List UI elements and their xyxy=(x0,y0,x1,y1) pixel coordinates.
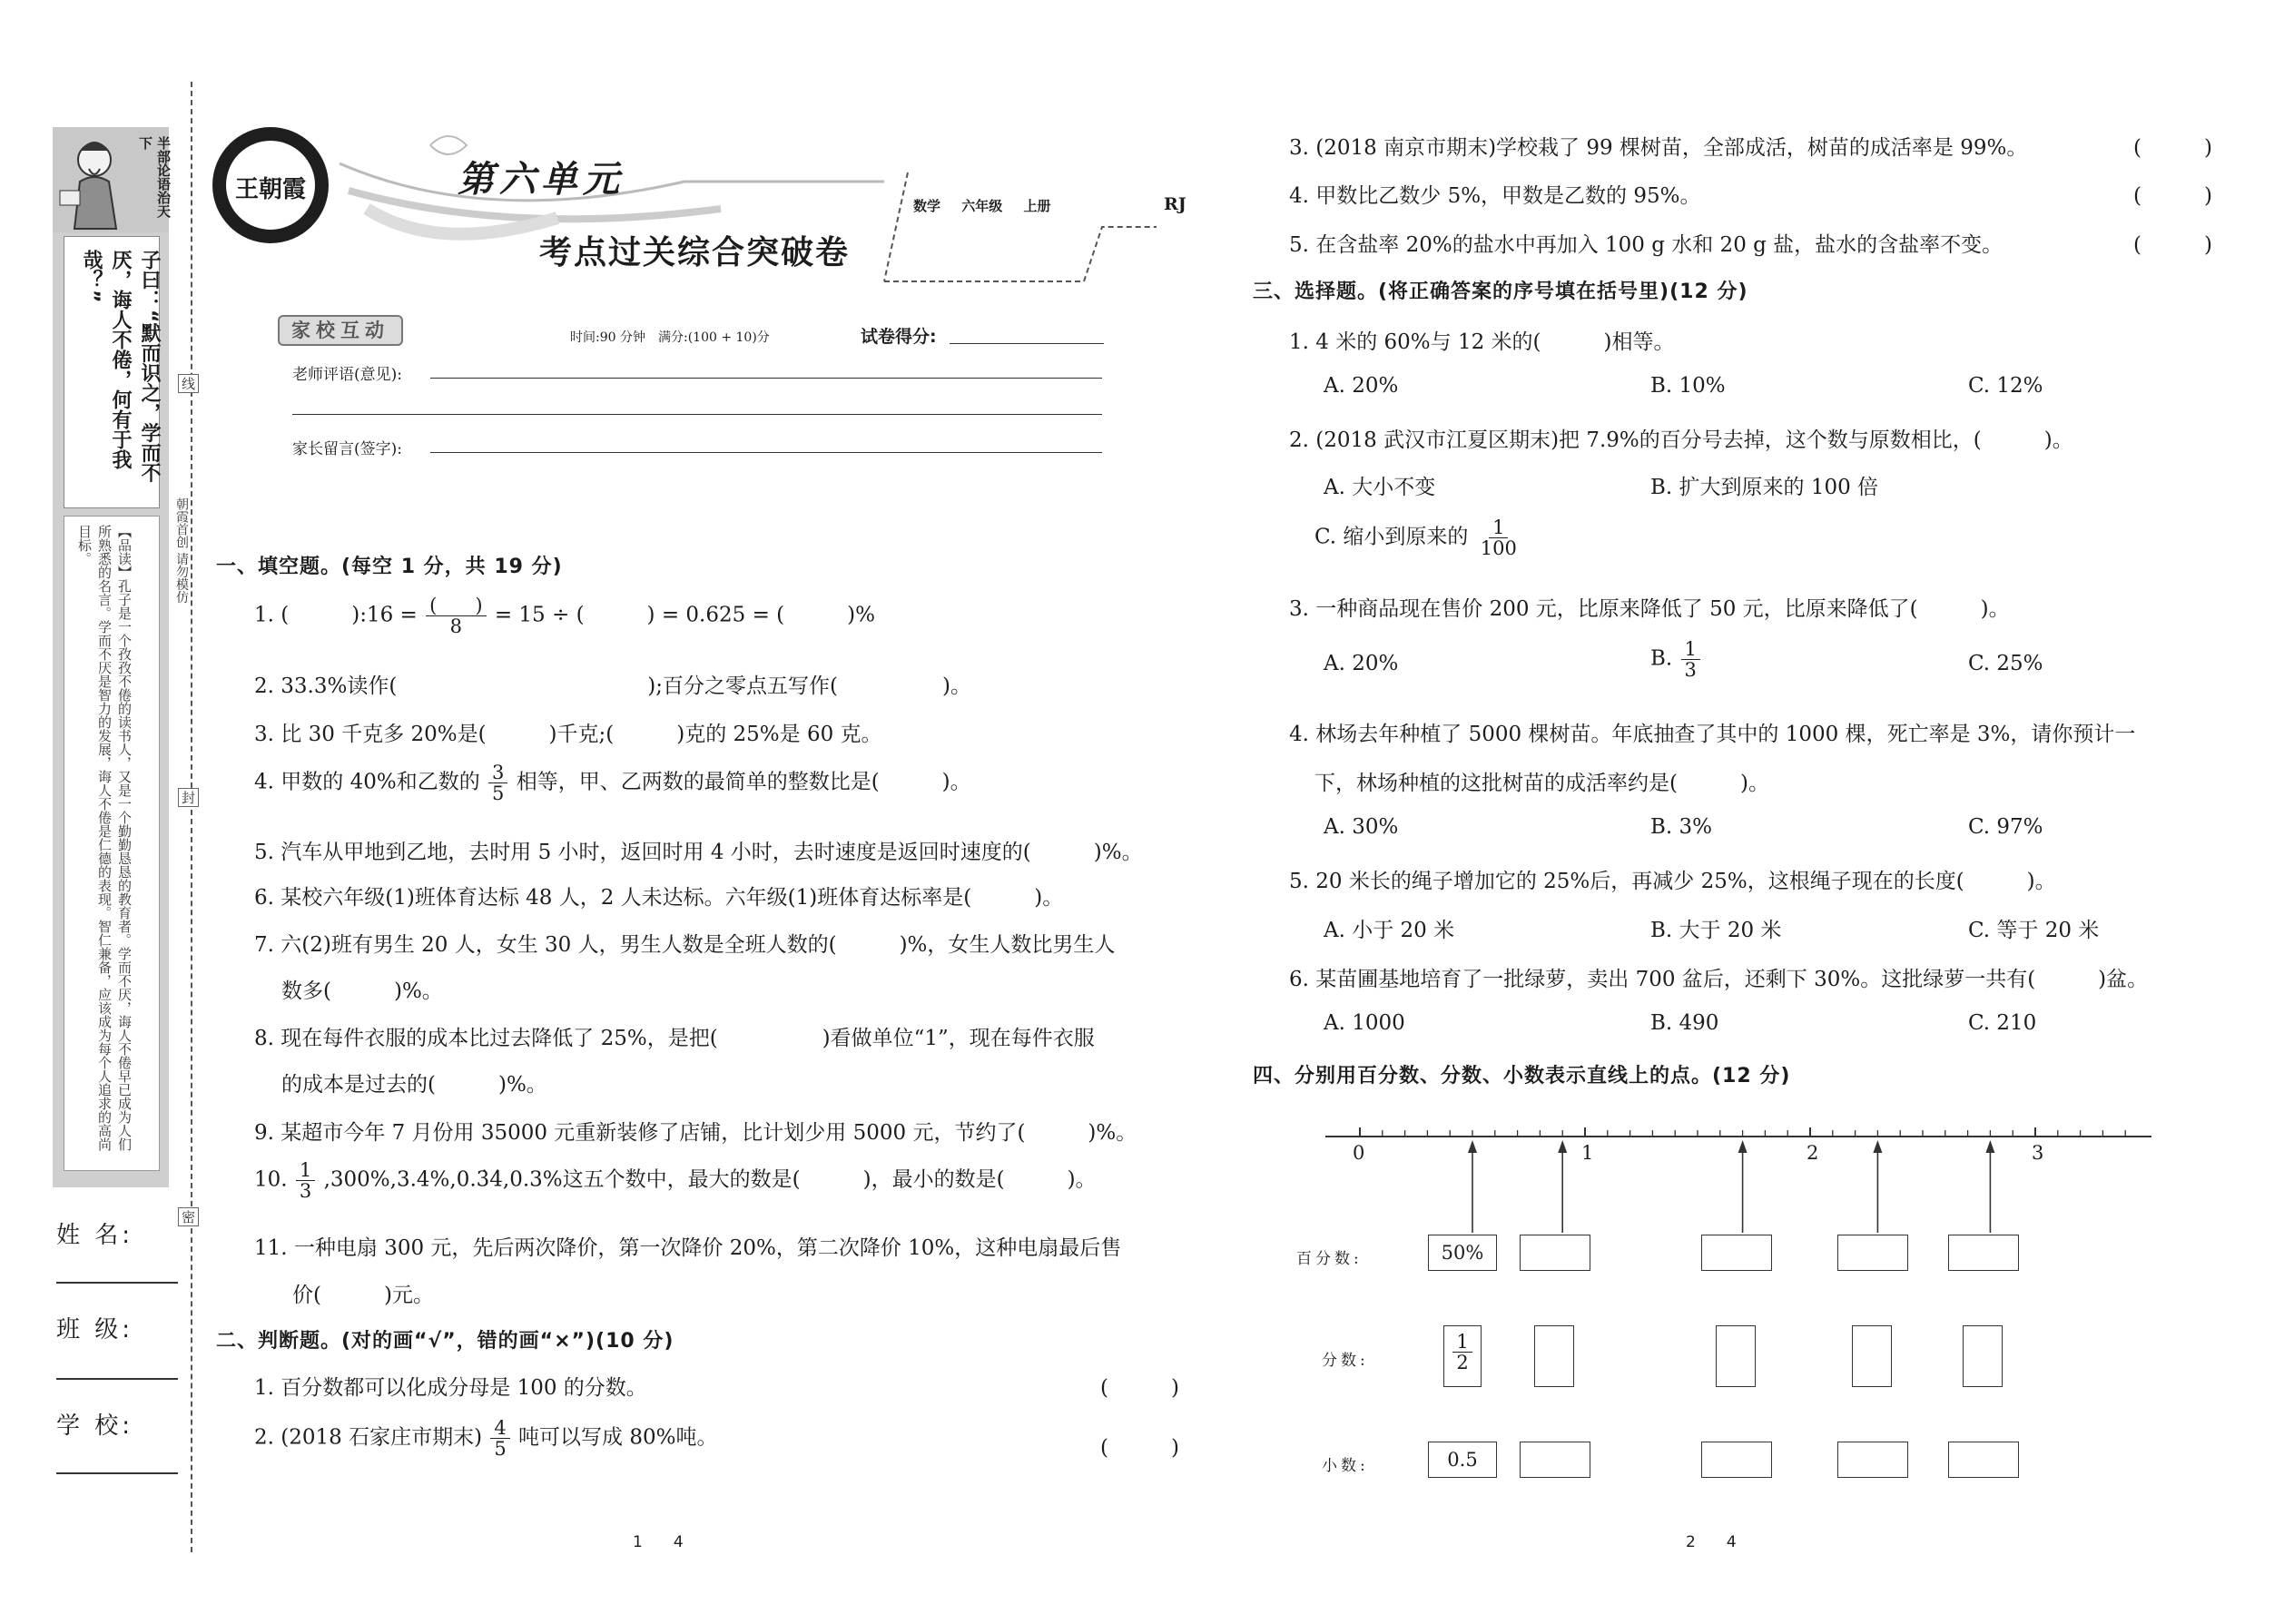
choice-q2-c-den: 100 xyxy=(1480,537,1517,560)
tick-label-2: 2 xyxy=(1807,1142,1819,1164)
copyright-note: 朝霞首创 请勿模仿 xyxy=(174,497,189,604)
fill-q4-den: 5 xyxy=(492,782,505,805)
fill-q4-text-a: 4. 甲数的 40%和乙数的 xyxy=(254,770,480,794)
choice-q3-c: C. 25% xyxy=(1968,652,2043,675)
choice-q4-line1: 4. 林场去年种植了 5000 棵树苗。年底抽查了其中的 1000 棵，死亡率是 3%，请你预计一 xyxy=(1289,723,2136,746)
grade-info: 数学 六年级 上册 xyxy=(913,198,1051,214)
choice-q1: 1. 4 米的 60%与 12 米的( )相等。 xyxy=(1289,330,1675,354)
fill-q4-fraction xyxy=(488,763,507,803)
choice-q4-c: C. 97% xyxy=(1968,815,2043,839)
choice-q6-b: B. 490 xyxy=(1650,1011,1719,1035)
binding-mark-secret: 密 xyxy=(178,1207,199,1226)
choice-q5-b: B. 大于 20 米 xyxy=(1650,919,1782,942)
fill-q10-text: ,300%,3.4%,0.3̇4̇,0.3%这五个数中，最大的数是( )，最小的数是( )。 xyxy=(323,1167,1097,1192)
fill-q4-text-b: 相等，甲、乙两数的最简单的整数比是( )。 xyxy=(516,770,971,794)
choice-q3: 3. 一种商品现在售价 200 元，比原来降低了 50 元，比原来降低了( )。 xyxy=(1289,597,2010,621)
fraction-example xyxy=(1452,1332,1472,1373)
judge-q2-den: 5 xyxy=(494,1438,507,1461)
school-label: 学 校: xyxy=(56,1412,134,1440)
row-label-decimal: 小数: xyxy=(1322,1457,1369,1475)
fill-q1-text-a: 1. ( ):16 = xyxy=(254,603,418,627)
judge-q2-text-b: 吨可以写成 80%吨。 xyxy=(518,1425,718,1450)
section2-title: 二、判断题。(对的画“√”，错的画“×”)(10 分) xyxy=(216,1330,674,1353)
fraction-example-box xyxy=(1443,1325,1482,1387)
section3-title: 三、选择题。(将正确答案的序号填在括号里)(12 分) xyxy=(1253,281,1748,303)
choice-q2-c-num: 1 xyxy=(1489,517,1508,538)
school-field[interactable] xyxy=(56,1472,178,1474)
choice-q5-a: A. 小于 20 米 xyxy=(1324,919,1455,942)
choice-q4-b: B. 3% xyxy=(1650,815,1713,839)
brand-logo-text: 王朝霞 xyxy=(234,176,306,203)
fraction-answer-box-4[interactable] xyxy=(1963,1325,2003,1387)
judge-q3-bracket[interactable]: ( ) xyxy=(2133,136,2212,160)
judge-q5-bracket[interactable]: ( ) xyxy=(2133,233,2212,257)
time-info: 时间:90 分钟 满分:(100 + 10)分 xyxy=(570,330,770,345)
tick-label-3: 3 xyxy=(2032,1142,2044,1164)
choice-q3-b xyxy=(1650,639,1702,680)
choice-q6: 6. 某苗圃基地培育了一批绿萝，卖出 700 盆后，还剩下 30%。这批绿萝一共有( )盆。 xyxy=(1289,968,2149,991)
name-label: 姓 名: xyxy=(56,1222,134,1249)
tick-label-0: 0 xyxy=(1353,1142,1365,1164)
row-label-percent: 百分数: xyxy=(1296,1250,1363,1268)
fraction-answer-box-1[interactable] xyxy=(1534,1325,1574,1387)
number-line xyxy=(1307,1107,2179,1253)
teacher-comment-label: 老师评语(意见): xyxy=(292,366,402,384)
choice-q6-a: A. 1000 xyxy=(1324,1011,1405,1035)
parent-comment-field[interactable] xyxy=(430,452,1102,453)
percent-answer-box-3[interactable] xyxy=(1837,1235,1908,1271)
score-field[interactable] xyxy=(950,343,1104,344)
pointer-arrow-head-3 xyxy=(1738,1140,1748,1153)
unit-title: 第六单元 xyxy=(458,159,625,201)
pointer-arrow-head-1 xyxy=(1468,1140,1477,1153)
choice-q2-c-fraction xyxy=(1477,517,1521,558)
choice-q3-b-num: 1 xyxy=(1681,639,1700,660)
score-label: 试卷得分: xyxy=(861,327,937,347)
fill-q7-line1: 7. 六(2)班有男生 20 人，女生 30 人，男生人数是全班人数的( )%，女生人数比男生人 xyxy=(254,933,1116,957)
decimal-answer-box-1[interactable] xyxy=(1520,1442,1590,1478)
tick-label-1: 1 xyxy=(1581,1142,1594,1164)
fill-q1-text-b: = 15 ÷ ( ) = 0.625 = ( )% xyxy=(494,603,875,627)
teacher-comment-field-2[interactable] xyxy=(292,414,1102,415)
binding-cut-line xyxy=(191,82,192,1552)
fill-q10-num-label: 10. xyxy=(254,1167,288,1192)
choice-q2-a: A. 大小不变 xyxy=(1324,476,1436,499)
series-title: 半部论语治天下 xyxy=(137,136,172,218)
judge-q1-bracket[interactable]: ( ) xyxy=(1100,1376,1179,1400)
choice-q2-c xyxy=(1314,517,1522,558)
judge-q3: 3. (2018 南京市期末)学校栽了 99 棵树苗，全部成活，树苗的成活率是 99%。 xyxy=(1289,136,2028,160)
choice-q5-c: C. 等于 20 米 xyxy=(1968,919,2100,942)
fill-q10-den: 3 xyxy=(299,1180,312,1203)
fraction-answer-box-3[interactable] xyxy=(1852,1325,1892,1387)
section4-title: 四、分别用百分数、分数、小数表示直线上的点。(12 分) xyxy=(1253,1065,1791,1088)
pointer-arrow-head-2 xyxy=(1558,1140,1567,1153)
pointer-arrow-head-4 xyxy=(1873,1140,1882,1153)
choice-q3-b-label: B. xyxy=(1650,646,1673,671)
class-field[interactable] xyxy=(56,1378,178,1380)
fill-q11-line2: 价( )元。 xyxy=(292,1284,434,1307)
fill-q1-num: ( ) xyxy=(426,595,486,616)
judge-q2 xyxy=(254,1418,717,1459)
page-number-left: 1 4 xyxy=(633,1533,684,1551)
judge-q2-text-a: 2. (2018 石家庄市期末) xyxy=(254,1425,483,1450)
choice-q1-b: B. 10% xyxy=(1650,374,1726,398)
commentary-text: 【品读】孔子是一个孜孜不倦的读书人，又是一个勤勤恳恳的教育者。学而不厌，诲人不倦早已成为人们所熟悉的名言。学而不厌是智力的发展，诲人不倦是仁德的表现。智仁兼备，应该成为每个人追求的高尚目标。 xyxy=(76,525,133,1151)
fill-q1-fraction xyxy=(426,595,486,636)
choice-q2-c-text: C. 缩小到原来的 xyxy=(1314,525,1469,549)
decimal-answer-box-4[interactable] xyxy=(1948,1442,2019,1478)
fill-q10-fraction xyxy=(296,1160,315,1201)
parent-comment-label: 家长留言(签字): xyxy=(292,440,402,458)
judge-q1: 1. 百分数都可以化成分母是 100 的分数。 xyxy=(254,1376,647,1400)
page-number-right: 2 4 xyxy=(1686,1533,1737,1551)
edition-label: RJ xyxy=(1164,194,1186,214)
percent-answer-box-2[interactable] xyxy=(1701,1235,1772,1271)
choice-q4-a: A. 30% xyxy=(1324,815,1399,839)
fill-q4-num: 3 xyxy=(488,763,507,783)
fraction-answer-box-2[interactable] xyxy=(1716,1325,1756,1387)
fill-q9: 9. 某超市今年 7 月份用 35000 元重新装修了店铺，比计划少用 5000 元，节约了( )%。 xyxy=(254,1121,1137,1145)
fill-q10-num: 1 xyxy=(296,1160,315,1181)
section1-title: 一、填空题。(每空 1 分，共 19 分) xyxy=(216,556,563,578)
judge-q4: 4. 甲数比乙数少 5%，甲数是乙数的 95%。 xyxy=(1289,184,1701,208)
fill-q1 xyxy=(254,595,875,636)
fill-q8-line2: 的成本是过去的( )%。 xyxy=(281,1073,547,1097)
fill-q4 xyxy=(254,763,971,803)
choice-q2: 2. (2018 武汉市江夏区期末)把 7.9%的百分号去掉，这个数与原数相比，( )。 xyxy=(1289,428,2073,452)
decimal-answer-box-3[interactable] xyxy=(1837,1442,1908,1478)
fill-q2: 2. 33.3%读作( );百分之零点五写作( )。 xyxy=(254,674,971,698)
pointer-arrow-head-5 xyxy=(1985,1140,1994,1153)
fill-q1-den: 8 xyxy=(449,615,462,638)
row-label-fraction: 分数: xyxy=(1322,1352,1369,1370)
percent-answer-box-1[interactable] xyxy=(1520,1235,1590,1271)
choice-q1-a: A. 20% xyxy=(1324,374,1399,398)
fill-q8-line1: 8. 现在每件衣服的成本比过去降低了 25%，是把( )看做单位“1”，现在每件衣服 xyxy=(254,1027,1095,1050)
fill-q10 xyxy=(254,1160,1097,1201)
fraction-example-den: 2 xyxy=(1456,1352,1469,1374)
choice-q5: 5. 20 米长的绳子增加它的 25%后，再减少 25%，这根绳子现在的长度( )。 xyxy=(1289,870,2056,893)
decimal-answer-box-2[interactable] xyxy=(1701,1442,1772,1478)
fill-q11-line1: 11. 一种电扇 300 元，先后两次降价，第一次降价 20%，第二次降价 10%，这种电扇最后售 xyxy=(254,1236,1122,1260)
fraction-example-num: 1 xyxy=(1452,1332,1472,1353)
choice-q2-b: B. 扩大到原来的 100 倍 xyxy=(1650,476,1879,499)
teacher-comment-field[interactable] xyxy=(430,378,1102,379)
name-field[interactable] xyxy=(56,1282,178,1284)
judge-q2-fraction xyxy=(490,1418,509,1459)
decimal-example-box: 0.5 xyxy=(1428,1442,1497,1478)
paper-title: 考点过关综合突破卷 xyxy=(539,233,851,271)
choice-q3-a: A. 20% xyxy=(1324,652,1399,675)
fill-q3: 3. 比 30 千克多 20%是( )千克;( )克的 25%是 60 克。 xyxy=(254,723,882,746)
binding-mark-seal: 封 xyxy=(178,788,199,807)
binding-mark-line: 线 xyxy=(178,374,199,393)
choice-q3-b-fraction xyxy=(1681,639,1700,680)
judge-q4-bracket[interactable]: ( ) xyxy=(2133,184,2212,208)
judge-q5: 5. 在含盐率 20%的盐水中再加入 100 g 水和 20 g 盐，盐水的含盐率不变。 xyxy=(1289,233,2004,257)
choice-q3-b-den: 3 xyxy=(1684,659,1697,682)
percent-answer-box-4[interactable] xyxy=(1948,1235,2019,1271)
choice-q6-c: C. 210 xyxy=(1968,1011,2037,1035)
fill-q6: 6. 某校六年级(1)班体育达标 48 人，2 人未达标。六年级(1)班体育达标率是( )。 xyxy=(254,886,1064,910)
choice-q1-c: C. 12% xyxy=(1968,374,2043,398)
class-label: 班 级: xyxy=(56,1316,134,1343)
fill-q7-line2: 数多( )%。 xyxy=(281,979,443,1003)
home-school-badge: 家校互动 xyxy=(278,315,403,346)
judge-q2-bracket[interactable]: ( ) xyxy=(1100,1436,1179,1460)
judge-q2-num: 4 xyxy=(490,1418,509,1439)
confucius-quote: 子曰：“默而识之，学而不厌，诲人不倦，何有于我哉？” xyxy=(80,250,161,483)
choice-q4-line2: 下，林场种植的这批树苗的成活率约是( )。 xyxy=(1314,772,1769,795)
fill-q5: 5. 汽车从甲地到乙地，去时用 5 小时，返回时用 4 小时，去时速度是返回时速度的( )%。 xyxy=(254,841,1143,864)
percent-example-box: 50% xyxy=(1428,1235,1497,1271)
